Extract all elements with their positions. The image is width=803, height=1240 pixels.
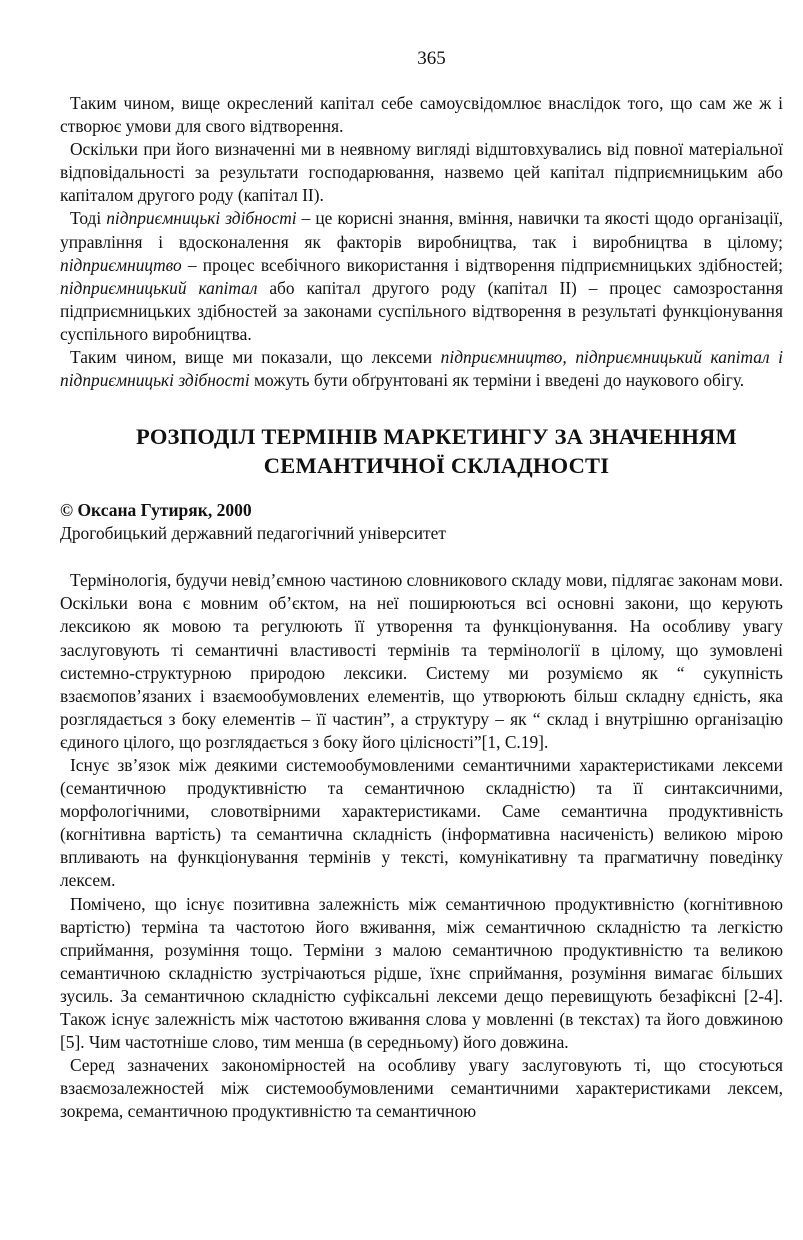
article-title-line-1: РОЗПОДІЛ ТЕРМІНІВ МАРКЕТИНГУ ЗА ЗНАЧЕННЯМ: [136, 424, 737, 450]
text-segment: Таким чином, вище ми показали, що лексеми: [70, 347, 441, 368]
body-paragraph-3: Помічено, що існує позитивна залежність між семантичною продуктивністю (когнітивною вартістю) терміна та частотою його вживання, між семантичною складністю та легкістю сприймання, розуміння тощо. Терміни з малою семантичною продуктивністю та великою семантичною складністю зустрічаються рідше, їхнє сприймання, розуміння вимагає більших зусиль. За семантичною складністю суфіксальні лексеми дещо перевищують безафіксні [2-4]. Також існує залежність між частотою вживання слова у мовленні (в текстах) та його довжиною [5]. Чим частотніше слово, тим менша (в середньому) його довжина.: [60, 893, 783, 1053]
text-segment: Тоді: [70, 208, 107, 229]
article-author: © Оксана Гутиряк, 2000: [60, 500, 252, 521]
article-title: [60, 422, 783, 480]
text-segment: або капітал другого роду (капітал II) – процес самозростання підприємницьких здібностей за законами суспільного відтворення в результаті функціонування суспільного виробництва.: [60, 277, 783, 344]
body-paragraph-2: Існує зв’язок між деякими системообумовленими семантичними характеристиками лексеми (семантичною продуктивністю та семантичною складністю) та її синтаксичними, морфологічними, словотвірними характеристиками. Саме семантична продуктивність (когнітивна вартість) та семантична складність (інформативна насиченість) великою мірою впливають на функціонування термінів у тексті, комунікативну та прагматичну поведінку лексем.: [60, 754, 783, 891]
body-paragraph-4: Серед зазначених закономірностей на особливу увагу заслуговують ті, що стосуються взаємозалежностей між системообумовленими семантичними характеристиками лексем, зокрема, семантичною продуктивністю та семантичною: [60, 1055, 783, 1122]
term-entrepreneurship: підприємництво: [60, 254, 182, 275]
term-entrepreneurial-capital: підприємницький капітал: [60, 277, 258, 298]
terms-list: підприємництво, підприємницький капітал і підприємницькі здібності: [60, 347, 784, 391]
text-segment: можуть бути обґрунтовані як терміни і введені до наукового обігу.: [249, 370, 745, 391]
author-affiliation: Дрогобицький державний педагогічний університет: [60, 523, 446, 544]
article-title-line-2: СЕМАНТИЧНОЇ СКЛАДНОСТІ: [263, 453, 610, 479]
definitions-paragraph: [60, 207, 783, 346]
text-segment: – це корисні знання, вміння, навички та якості щодо організації, управління і вдосконалення як факторів виробництва, так і виробництва в цілому;: [60, 208, 783, 252]
text-segment: – процес всебічного використання і відтворення підприємницьких здібностей;: [181, 254, 783, 275]
intro-paragraph-2: Оскільки при його визначенні ми в неявному вигляді відштовхувались від повної матеріальної відповідальності за результати господарювання, назвемо цей капітал підприємницьким або капіталом другого роду (капітал II).: [60, 139, 783, 206]
conclusion-paragraph: [60, 346, 783, 392]
body-paragraph-1: Термінологія, будучи невід’ємною частиною словникового складу мови, підлягає законам мови. Оскільки вона є мовним об’єктом, на неї поширюються всі основні закони, що керують лексикою як мовою та регулюють її утворення та функціонування. На особливу увагу заслуговують ті семантичні властивості термінів та термінології в цілому, що зумовлені системно-структурною природою лексики. Систему ми розуміємо як “ сукупність взаємопов’язаних і взаємообумовлених елементів, що утворюють більш складну єдність, яка розглядається з боку елементів – її частин”, а структуру – як “ склад і внутрішню організацію єдиного цілого, що розглядається з боку його цілісності”[1, С.19].: [60, 570, 783, 752]
page-number: 365: [417, 48, 446, 69]
intro-paragraph-1: Таким чином, вище окреслений капітал себе самоусвідомлює внаслідок того, що сам же ж і створює умови для свого відтворення.: [60, 93, 783, 137]
term-entrepreneurial-abilities: підприємницькі здібності: [106, 208, 297, 229]
